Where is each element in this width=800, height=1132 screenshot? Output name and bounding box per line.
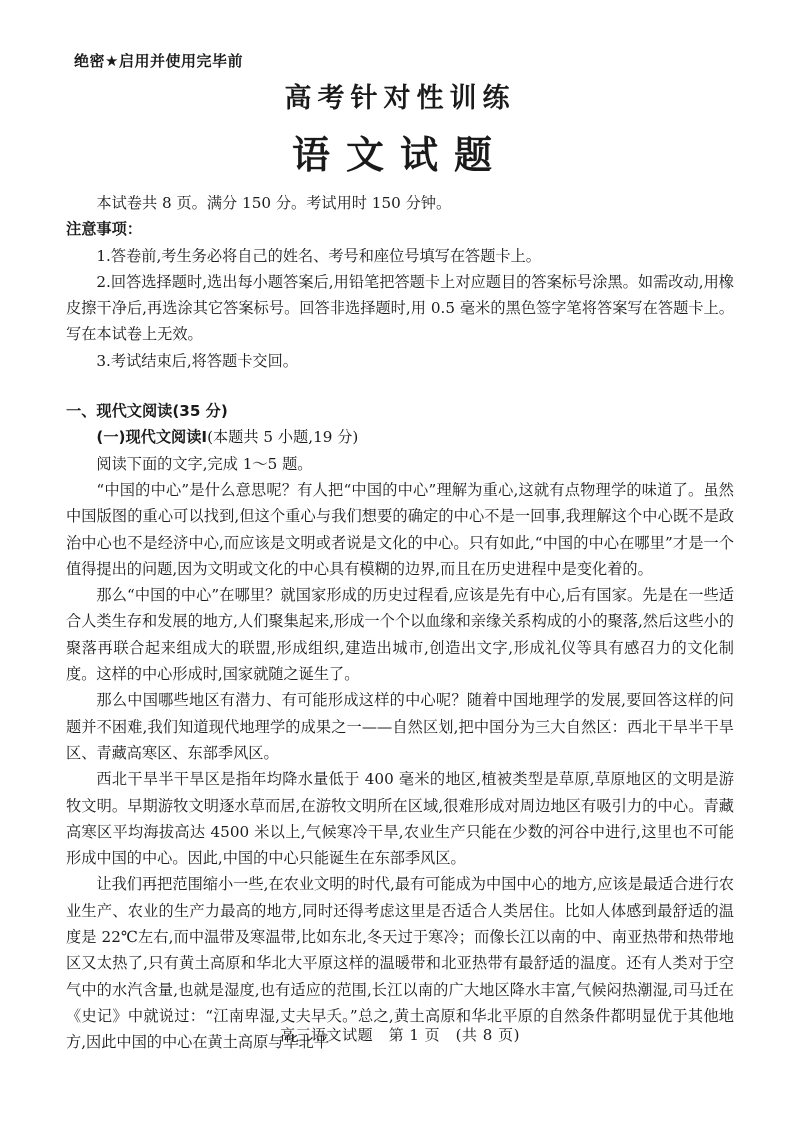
passage-paragraph-2: 那么“中国的中心”在哪里？就国家形成的历史过程看,应该是先有中心,后有国家。先是在一些适合人类生存和发展的地方,人们聚集起来,形成一个个以血缘和亲缘关系构成的小的聚落,然后这些小的聚落再联合起来组成大的联盟,形成组织,建造出城市,创造出文字,形成礼仪等具有感召力的文化制度。这样的中心形成时,国家就随之诞生了。 [66, 586, 734, 684]
notice-item-3: 3.考试结束后,将答题卡交回。 [96, 351, 298, 370]
notice-heading: 注意事项： [66, 220, 142, 239]
sub-section-title: (一)现代文阅读Ⅰ [96, 428, 208, 447]
passage-paragraph-5: 让我们再把范围缩小一些,在农业文明的时代,最有可能成为中国中心的地方,应该是最适合进行农业生产、农业的生产力最高的地方,同时还得考虑这里是否适合人类居住。比如人体感到最舒适的温度是 22℃左右,而中温带及寒温带,比如东北,冬天过于寒冷；而像长江以南的中、南亚热带和热带地区又太热了,只有黄土高原和华北大平原这样的温暖带和北亚热带有最舒适的温度。还有人类对于空气中的水汽含量,也就是湿度,也有适应的范围,长江以南的广大地区降水丰富,气候闷热潮湿,司马迁在《史记》中就说过：“江南卑湿,丈夫早夭。”总之,黄土高原和华北平原的自然条件都明显优于其他地方,因此中国的中心在黄土高原与华北平 [66, 875, 734, 1052]
page-content [66, 190, 734, 1056]
page-footer: 高三语文试题 第 1 页 (共 8 页) [280, 1026, 520, 1044]
exam-title: 高考针对性训练 [284, 83, 516, 114]
passage-paragraph-3: 那么中国哪些地区有潜力、有可能形成这样的中心呢？随着中国地理学的发展,要回答这样的问题并不困难,我们知道现代地理学的成果之一——自然区划,把中国分为三大自然区：西北干旱半干旱区、青藏高寒区、东部季风区。 [66, 691, 734, 762]
sub-section-heading [66, 424, 734, 450]
passage-paragraph-1: “中国的中心”是什么意思呢？有人把“中国的中心”理解为重心,这就有点物理学的味道了。虽然中国版图的重心可以找到,但这个重心与我们想要的确定的中心不是一回事,我理解这个中心既不是政治中心也不是经济中心,而应该是文明或者说是文化的中心。只有如此,“中国的中心在哪里”才是一个值得提出的问题,因为文明或文化的中心具有模糊的边界,而且在历史进程中是变化着的。 [66, 480, 734, 578]
section-heading: 一、现代文阅读(35 分) [66, 402, 228, 421]
passage-paragraph-4: 西北干旱半干旱区是指年均降水量低于 400 毫米的地区,植被类型是草原,草原地区的文明是游牧文明。早期游牧文明逐水草而居,在游牧文明所在区域,很难形成对周边地区有吸引力的中心。青藏高寒区平均海拔高达 4500 米以上,气候寒冷干旱,农业生产只能在少数的河谷中进行,这里也不可能形成中国的中心。因此,中国的中心只能诞生在东部季风区。 [66, 770, 734, 868]
confidential-label: 绝密★启用并使用完毕前 [74, 52, 243, 70]
subject-title: 语文试题 [291, 133, 508, 177]
sub-section-note: (本题共 5 小题,19 分) [207, 428, 359, 447]
reading-instruction: 阅读下面的文字,完成 1～5 题。 [96, 454, 313, 473]
notice-item-1: 1.答卷前,考生务必将自己的姓名、考号和座位号填写在答题卡上。 [96, 246, 541, 265]
exam-intro: 本试卷共 8 页。满分 150 分。考试用时 150 分钟。 [96, 194, 452, 212]
notice-item-2: 2.回答选择题时,选出每小题答案后,用铅笔把答题卡上对应题目的答案标号涂黑。如需改动,用橡皮擦干净后,再选涂其它答案标号。回答非选择题时,用 0.5 毫米的黑色签字笔将答案写在答题卡上。写在本试卷上无效。 [66, 272, 734, 344]
